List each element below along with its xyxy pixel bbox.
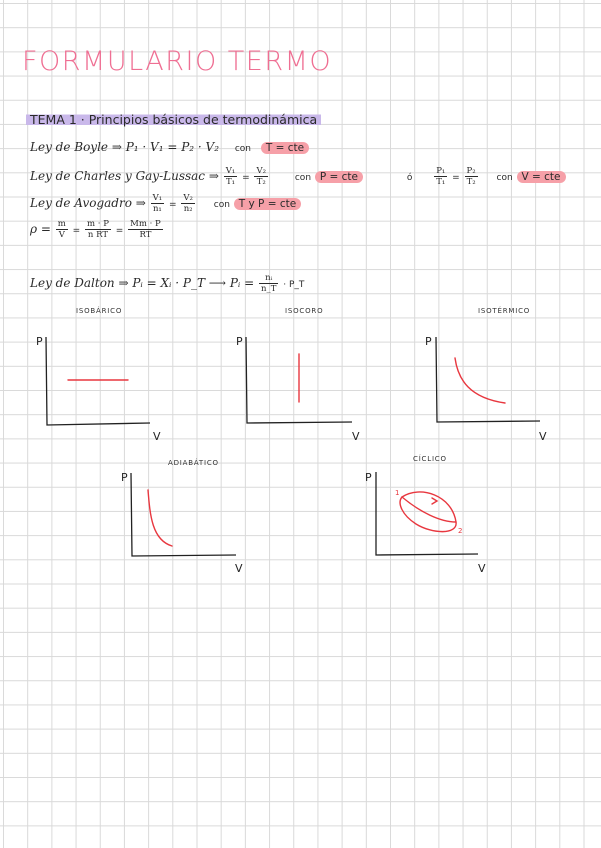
cyclic-diagonal <box>402 497 456 522</box>
charles-condition-p: P = cte <box>315 171 363 183</box>
density-frac-3: $\frac{Mm \cdot P}{RT}$ <box>130 219 161 240</box>
graph-label-adiabatico: ADIABÁTICO <box>168 459 219 467</box>
charles-condition-v: V = cte <box>517 171 566 183</box>
cyclic-point-1: 1 <box>395 489 400 497</box>
adiabatic-axes <box>131 473 236 556</box>
density-frac-2: $\frac{m \cdot P}{\text{n RT}}$ <box>87 219 109 240</box>
adiabatic-axis-p: P <box>121 471 128 484</box>
section-heading: TEMA 1 · Principios básicos de termodinámica <box>26 112 321 127</box>
density-eq: = <box>72 226 81 236</box>
cyclic-graph <box>365 471 486 575</box>
charles-con: con <box>294 173 312 183</box>
page-title: FORMULARIO TERMO <box>22 46 333 77</box>
avogadro-label: Ley de Avogadro ⇒ <box>30 196 146 210</box>
boyle-condition: T = cte <box>261 142 309 154</box>
isochoric-axis-v: V <box>352 430 360 443</box>
isothermal-axis-p: P <box>425 335 432 348</box>
avogadro-frac-2: $\frac{\text{V₂}}{\text{n₂}}$ <box>183 193 193 214</box>
cyclic-axis-p: P <box>365 471 372 484</box>
isobaric-axis-p: P <box>36 335 43 348</box>
cyclic-axis-v: V <box>478 562 486 575</box>
adiabatic-axis-v: V <box>235 562 243 575</box>
isobaric-graph <box>36 335 161 443</box>
avogadro-frac-1: $\frac{\text{V₁}}{\text{n₁}}$ <box>152 193 163 214</box>
adiabatic-graph <box>121 471 243 575</box>
charles-eq-2: = <box>452 173 460 183</box>
boyle-formula: Ley de Boyle ⇒ P₁ · V₁ = P₂ · V₂ <box>30 140 219 154</box>
charles-frac-v2: $\frac{\text{V₂}}{\text{T₂}}$ <box>256 166 267 187</box>
charles-frac-p2: $\frac{\text{P₂}}{\text{T₂}}$ <box>466 166 476 187</box>
density-eq-2: = <box>115 226 124 236</box>
isothermal-curve <box>455 358 505 403</box>
dalton-formula: Ley de Dalton ⇒ Pᵢ = Xᵢ · P_T ⟶ Pᵢ = <box>30 276 255 290</box>
dalton-frac: $\frac{\text{nᵢ}}{n\_T}$ <box>261 273 277 294</box>
avogadro-con: con <box>213 200 230 210</box>
cyclic-point-2: 2 <box>458 527 463 535</box>
isobaric-axis-v: V <box>153 430 161 443</box>
graph-label-isocoro: ISOCORO <box>285 307 324 315</box>
density-frac-1: $\frac{m}{V}$ <box>57 219 66 240</box>
cyclic-loop <box>400 492 456 532</box>
charles-con-2: con <box>496 173 513 183</box>
cyclic-arrow <box>432 498 437 504</box>
charles-frac-v1: $\frac{\text{V₁}}{\text{T₁}}$ <box>225 166 236 187</box>
boyle-con: con <box>234 144 251 154</box>
isochoric-graph <box>236 335 360 443</box>
graph-label-isotermico: ISOTÉRMICO <box>478 307 531 315</box>
dalton-tail: · P_T <box>283 280 305 290</box>
charles-label: Ley de Charles y Gay-Lussac ⇒ <box>30 169 219 183</box>
isothermal-graph <box>425 335 547 443</box>
charles-frac-p1: $\frac{\text{P₁}}{\text{T₁}}$ <box>436 166 446 187</box>
charles-or: ó <box>406 173 413 183</box>
graph-label-ciclico: CÍCLICO <box>413 455 447 463</box>
graph-label-isobarico: ISOBÁRICO <box>76 307 123 315</box>
avogadro-eq: = <box>169 200 177 210</box>
avogadro-condition: T y P = cte <box>234 198 301 210</box>
adiabatic-curve <box>148 490 172 546</box>
isothermal-axis-v: V <box>539 430 547 443</box>
isothermal-axes <box>436 337 540 422</box>
isochoric-axis-p: P <box>236 335 243 348</box>
charles-eq: = <box>242 173 250 183</box>
isobaric-axes <box>46 337 150 425</box>
density-lead: ρ = <box>30 222 51 236</box>
